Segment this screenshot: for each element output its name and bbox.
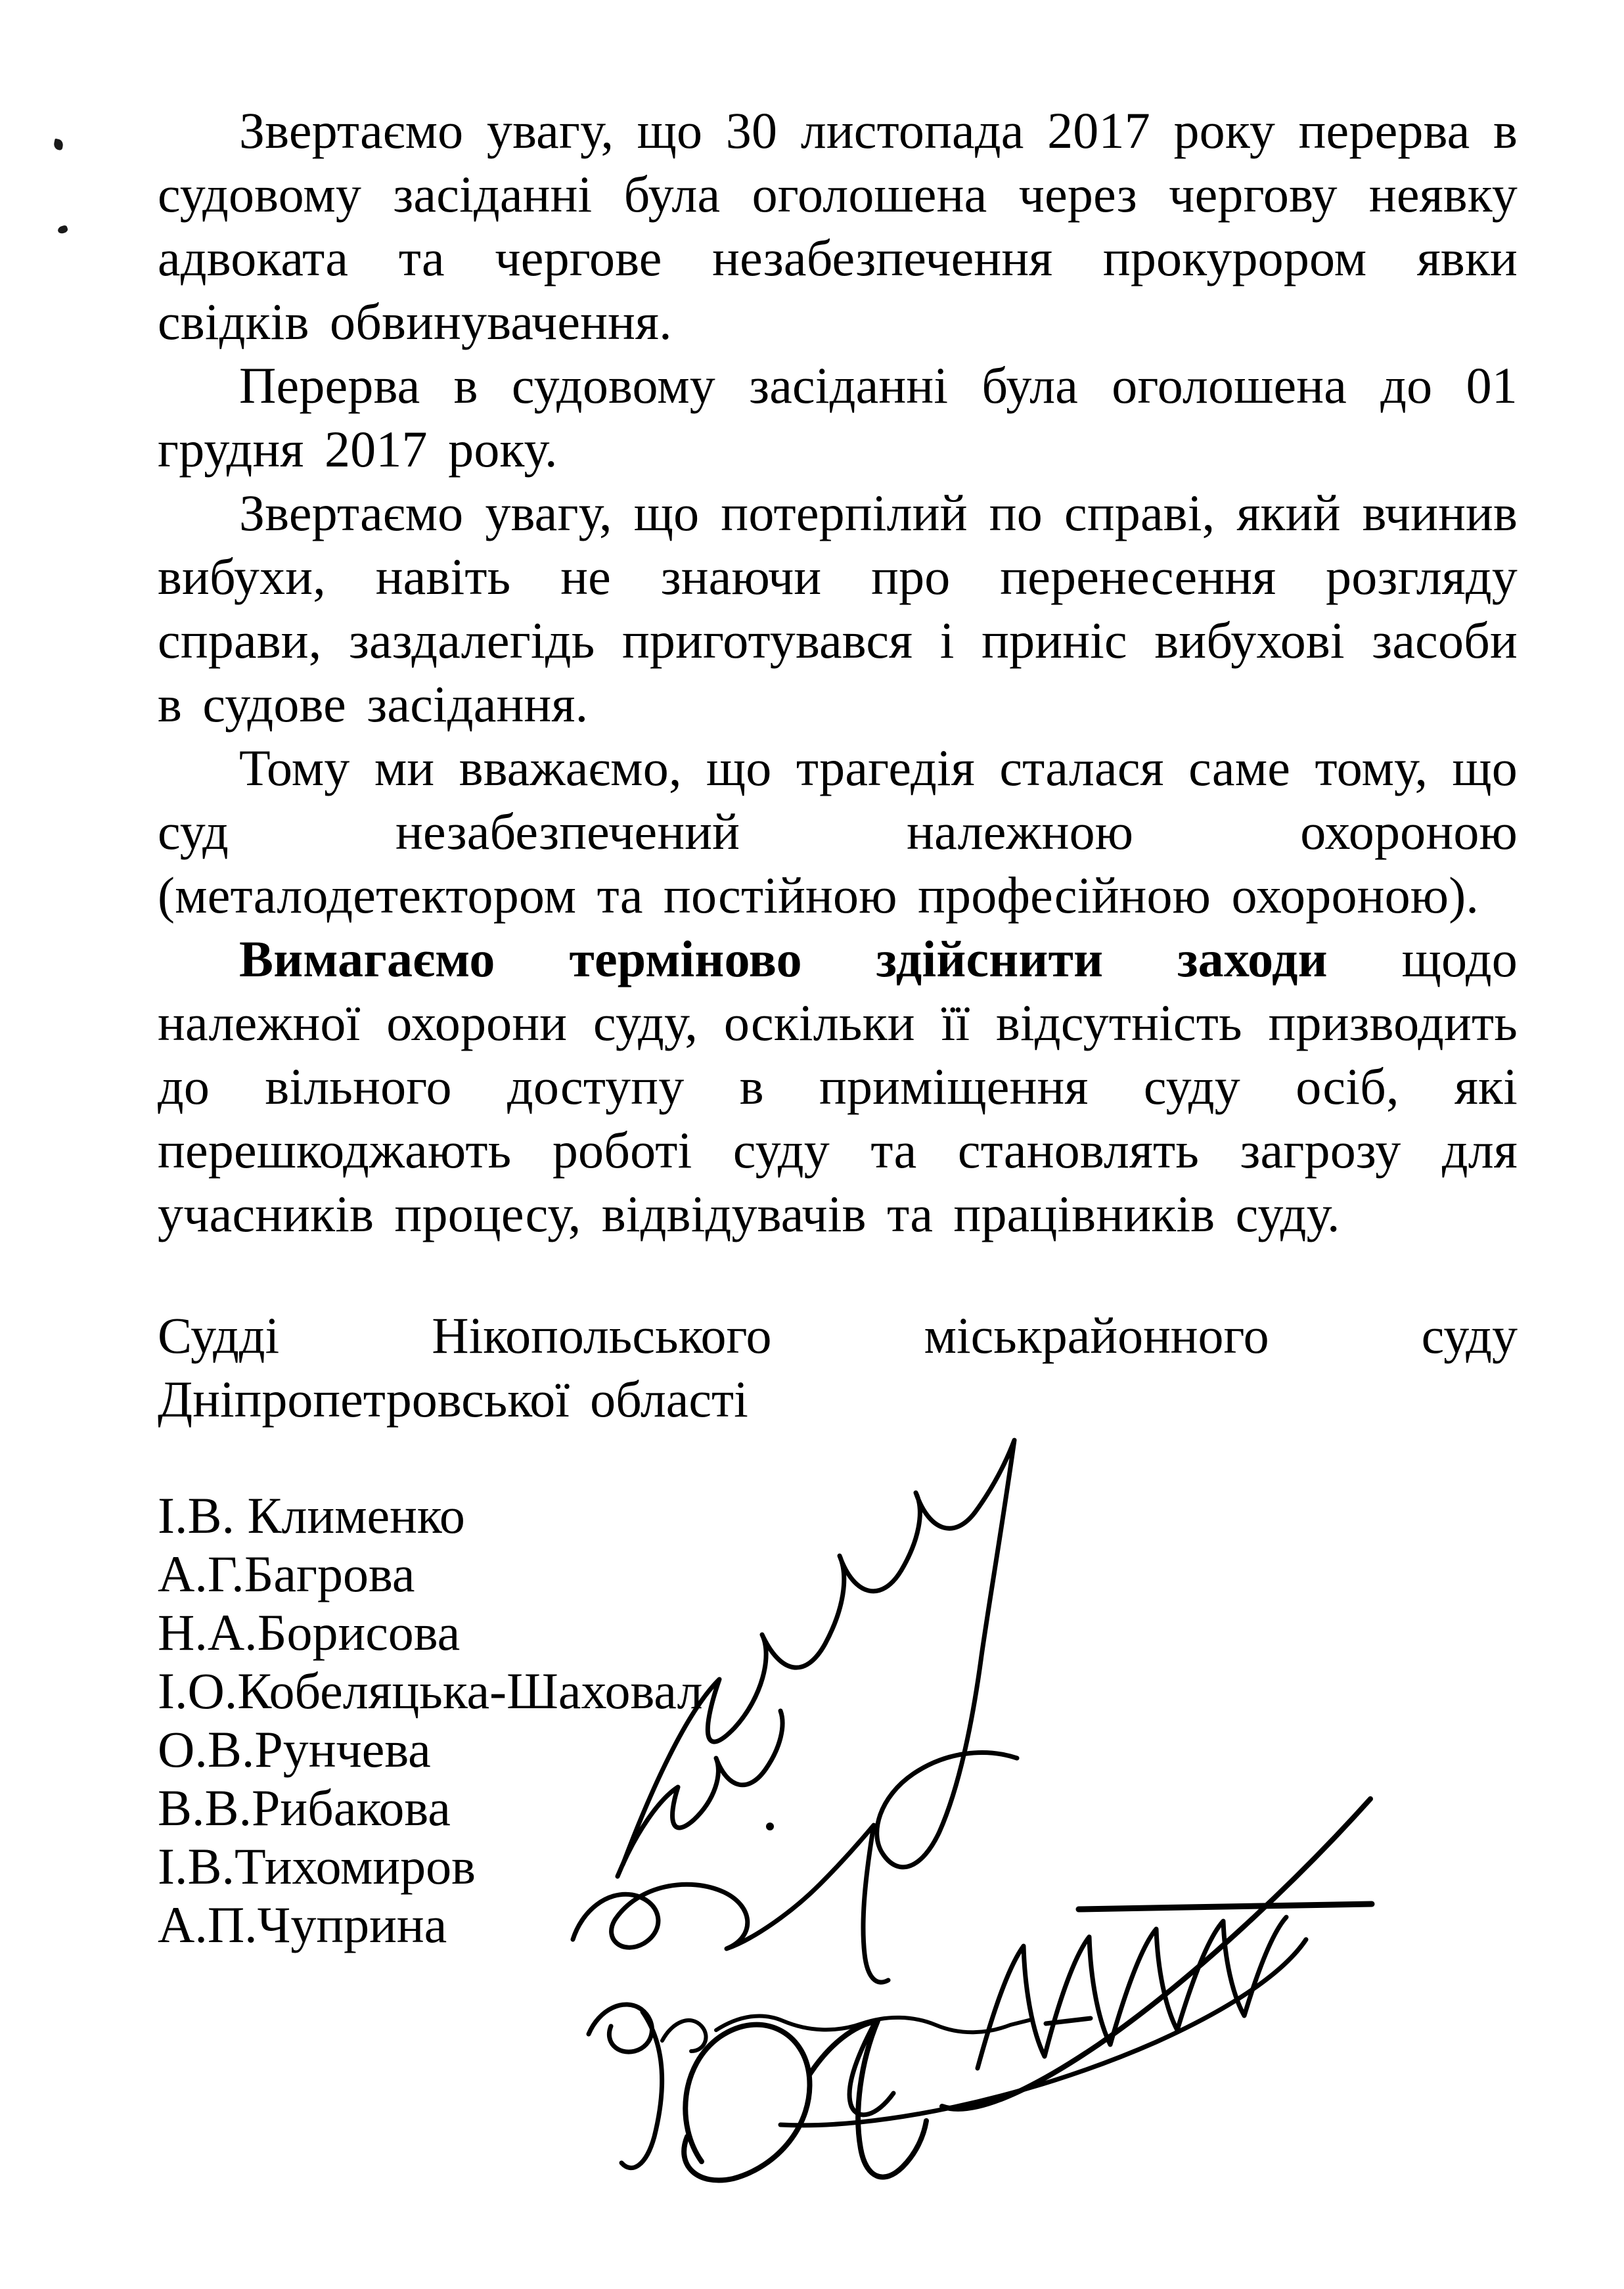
signoff-court-line: Судді Нікопольського міськрайонного суду bbox=[158, 1307, 1518, 1364]
signature-stroke bbox=[849, 2022, 893, 2115]
scan-speck bbox=[53, 139, 64, 151]
signature-stroke bbox=[1046, 2018, 1091, 2024]
signatory-name: А.П.Чуприна bbox=[158, 1896, 447, 1953]
signatory-name: І.О.Кобеляцька-Шаховал bbox=[158, 1662, 703, 1719]
paragraph-1 bbox=[158, 99, 1518, 353]
paragraph-3 bbox=[158, 481, 1518, 736]
paragraph-2-text: Перерва в судовому засіданні була оголошена до 01 грудня 2017 року. bbox=[158, 357, 1518, 478]
signature-stroke bbox=[684, 2021, 926, 2181]
signature-stroke bbox=[589, 2005, 662, 2168]
signature-stroke bbox=[662, 2016, 1031, 2051]
signoff-region-line: Дніпропетровської області bbox=[158, 1371, 748, 1428]
signatory-name: І.В. Клименко bbox=[158, 1487, 465, 1544]
paragraph-2 bbox=[158, 353, 1518, 481]
signatories-list bbox=[158, 1486, 1518, 1954]
signatory-name: І.В.Тихомиров bbox=[158, 1838, 476, 1895]
paragraph-4-text: Тому ми вважаємо, що трагедія сталася саме тому, що суд незабезпечений належною охороною (металодетектором та постійною професійною охороною). bbox=[158, 739, 1518, 924]
paragraph-4 bbox=[158, 736, 1518, 927]
scan-speck bbox=[57, 225, 69, 235]
signatory-name: Н.А.Борисова bbox=[158, 1604, 461, 1661]
signoff-block bbox=[158, 1303, 1518, 1431]
signatory-name: В.В.Рибакова bbox=[158, 1779, 451, 1836]
signatory-name: О.В.Рунчева bbox=[158, 1721, 431, 1778]
paragraph-5-bold-phrase: Вимагаємо терміново здійснити заходи bbox=[239, 930, 1328, 987]
signatory-name: А.Г.Багрова bbox=[158, 1545, 415, 1602]
paragraph-5-text: щодо належної охорони суду, оскільки її відсутність призводить до вільного доступу в приміщення суду осіб, які перешкоджають роботі суду та становлять загрозу для учасників процесу, відвідувачів та працівників суду. bbox=[158, 930, 1518, 1242]
paragraph-1-text: Звертаємо увагу, що 30 листопада 2017 року перерва в судовому засіданні була оголошена через чергову неявку адвоката та чергове незабезпечення прокурором явки свідків обвинувачення. bbox=[158, 102, 1518, 350]
paragraph-5 bbox=[158, 927, 1518, 1246]
document-body bbox=[158, 99, 1518, 1954]
paragraph-3-text: Звертаємо увагу, що потерпілий по справі, який вчинив вибухи, навіть не знаючи про перенесення розгляду справи, заздалегідь приготувався і приніс вибухові засоби в судове засідання. bbox=[158, 484, 1518, 733]
signature-stroke bbox=[780, 1939, 1306, 2125]
